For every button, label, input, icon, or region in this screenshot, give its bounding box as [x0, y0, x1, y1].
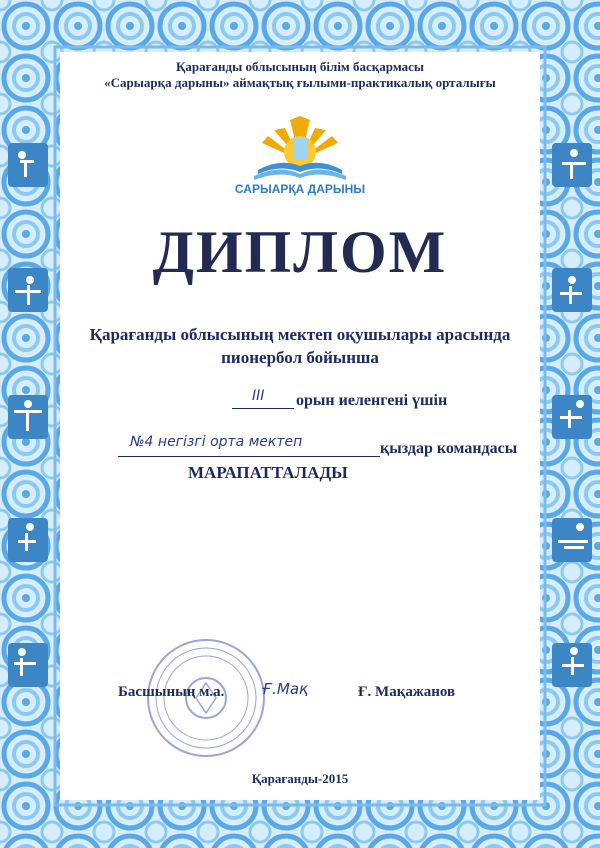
signature-handwritten: Ғ.Мақ: [262, 680, 309, 698]
team-underline: [118, 456, 380, 457]
logo-caption: САРЫАРҚА ДАРЫНЫ: [234, 182, 366, 196]
issuer-line-1: Қарағанды облысының білім басқармасы: [175, 59, 425, 74]
team-text: қыздар командасы: [380, 440, 518, 457]
body-line-1: Қарағанды облысының мектеп оқушылары арасында: [89, 325, 511, 344]
place-handwritten: III: [252, 388, 265, 404]
signatory-name: Ғ. Мақажанов: [358, 684, 456, 700]
signature-label: Басшының м.а.: [118, 684, 225, 700]
place-text: орын иеленгені үшін: [296, 392, 448, 409]
award-text: МАРАПАТТАЛАДЫ: [188, 463, 348, 482]
sun-book-logo: [230, 108, 370, 188]
city-year: Қарағанды-2015: [251, 771, 349, 786]
diploma-title: ДИПЛОМ: [152, 219, 448, 285]
place-underline: [232, 408, 294, 409]
body-line-2: пионербол бойынша: [221, 348, 379, 367]
issuer-line-2: «Сарыарқа дарыны» аймақтық ғылыми-практикалық орталығы: [104, 75, 496, 90]
team-handwritten: №4 негізгі орта мектеп: [130, 434, 303, 450]
